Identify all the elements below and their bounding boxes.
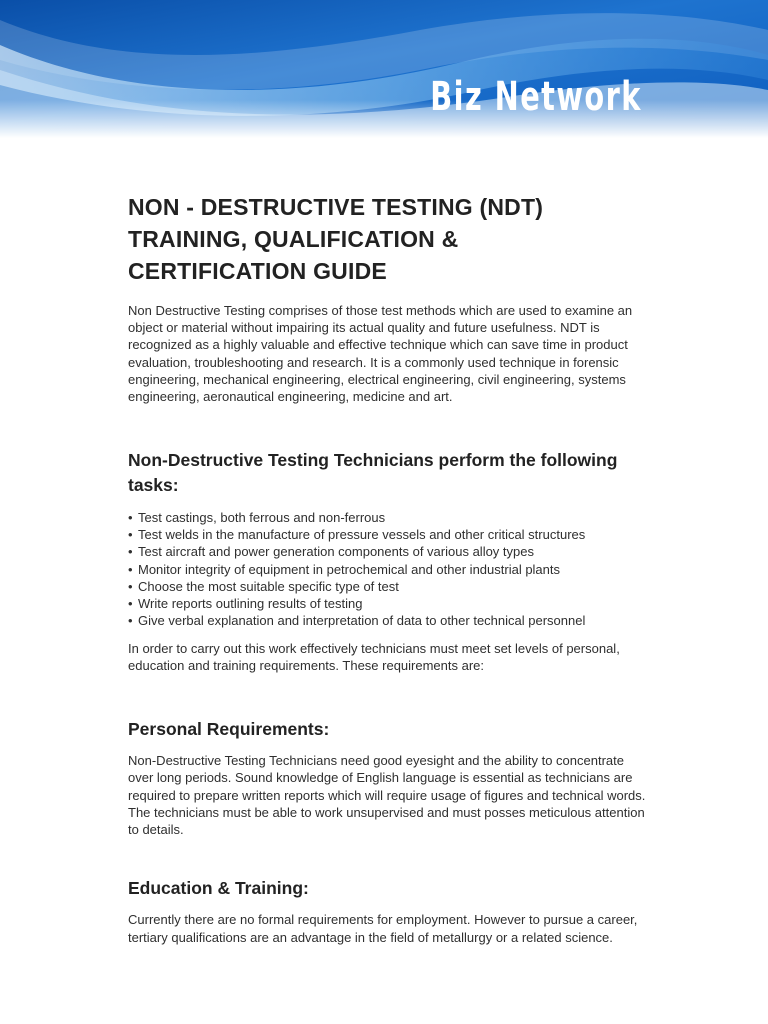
- bullet-icon: •: [128, 595, 133, 611]
- task-text: Test aircraft and power generation components of various alloy types: [138, 544, 534, 560]
- header-banner: [0, 0, 768, 138]
- requirements-intro-paragraph: In order to carry out this work effectively technicians must meet set levels of personal, education and training requirements. These requirements are:: [128, 640, 620, 674]
- bullet-icon: •: [128, 510, 133, 526]
- document-body: [128, 191, 648, 946]
- bullet-icon: •: [128, 612, 133, 628]
- page-title: [128, 191, 648, 287]
- title-line: NON - DESTRUCTIVE TESTING (NDT): [128, 194, 544, 220]
- title-line: TRAINING, QUALIFICATION &: [128, 226, 459, 252]
- list-item: [128, 526, 648, 543]
- task-text: Test castings, both ferrous and non-ferrous: [138, 510, 386, 526]
- tasks-heading: Non-Destructive Testing Technicians perform the following tasks:: [128, 450, 618, 496]
- list-item: [128, 543, 648, 560]
- bullet-icon: •: [128, 578, 133, 594]
- task-text: Write reports outlining results of testing: [138, 595, 363, 611]
- bullet-icon: •: [128, 527, 133, 543]
- tasks-list: [128, 509, 648, 629]
- bullet-icon: •: [128, 544, 133, 560]
- list-item: [128, 612, 648, 629]
- bullet-icon: •: [128, 561, 133, 577]
- title-line: CERTIFICATION GUIDE: [128, 258, 387, 284]
- list-item: [128, 595, 648, 612]
- list-item: [128, 561, 648, 578]
- education-training-heading: Education & Training:: [128, 878, 309, 899]
- personal-requirements-heading: Personal Requirements:: [128, 719, 330, 740]
- task-text: Choose the most suitable specific type of test: [138, 578, 399, 594]
- brand-logo-text: Biz Network: [430, 74, 642, 120]
- intro-paragraph: Non Destructive Testing comprises of those test methods which are used to examine an object or material without impairing its actual quality and future usefulness. NDT is recognized as a highly valuable and effective technique which can save time in product evaluation, troubleshooting and research. It is a commonly used technique in forensic engineering, mechanical engineering, electrical engineering, civil engineering, systems engineering, aeronautical engineering, medicine and art.: [128, 303, 633, 405]
- personal-requirements-paragraph: Non-Destructive Testing Technicians need good eyesight and the ability to concentrate over long periods. Sound knowledge of English language is essential as technicians are required to prepare written reports which will require usage of figures and technical words. The technicians must be able to work unsupervised and must posses meticulous attention to details.: [128, 753, 646, 838]
- task-text: Give verbal explanation and interpretation of data to other technical personnel: [138, 612, 586, 628]
- list-item: [128, 578, 648, 595]
- task-text: Monitor integrity of equipment in petrochemical and other industrial plants: [138, 561, 561, 577]
- banner-wave-graphic: [0, 0, 768, 138]
- list-item: [128, 509, 648, 526]
- task-text: Test welds in the manufacture of pressure vessels and other critical structures: [138, 527, 586, 543]
- education-training-paragraph: Currently there are no formal requirements for employment. However to pursue a career, tertiary qualifications are an advantage in the field of metallurgy or a related science.: [128, 912, 638, 945]
